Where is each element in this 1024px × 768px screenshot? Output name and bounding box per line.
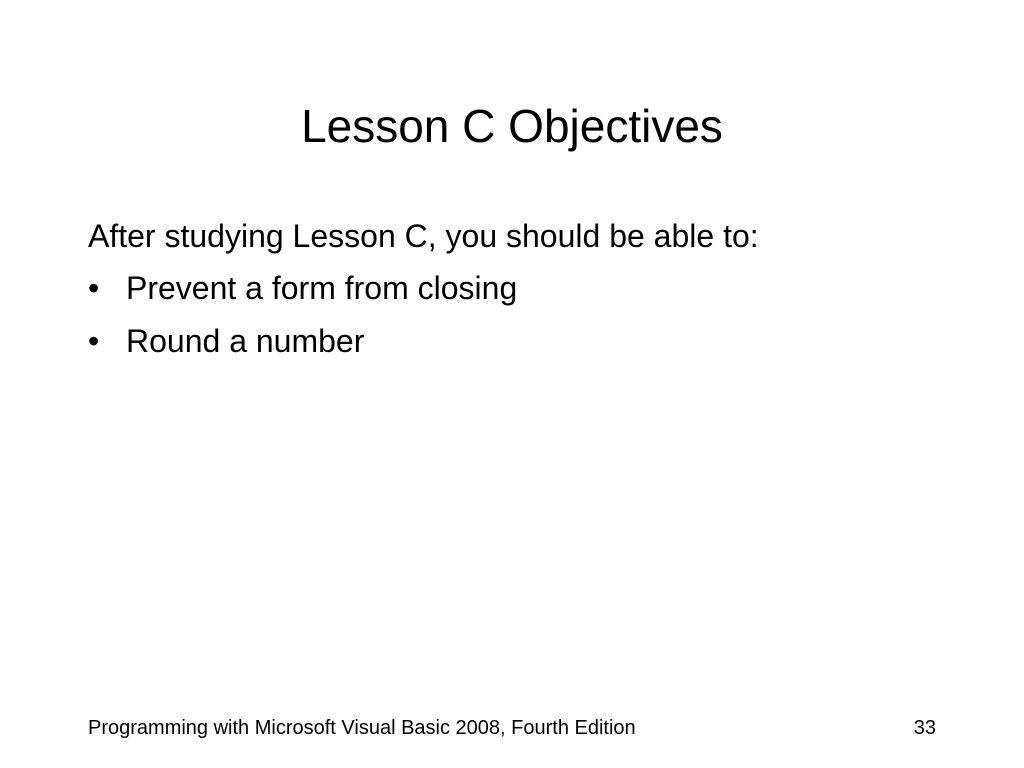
- slide-body: [88, 212, 948, 370]
- list-item: [88, 264, 948, 312]
- bullet-list: [88, 264, 948, 365]
- page-number: 33: [913, 717, 936, 739]
- bullet-icon: •: [88, 323, 100, 359]
- list-item: [88, 317, 948, 365]
- intro-text: After studying Lesson C, you should be able to:: [88, 218, 759, 254]
- bullet-icon: •: [88, 270, 100, 306]
- bullet-text: Round a number: [126, 323, 365, 359]
- footer-book-title: Programming with Microsoft Visual Basic 2008, Fourth Edition: [88, 717, 636, 739]
- bullet-text: Prevent a form from closing: [126, 270, 518, 306]
- slide-title: Lesson C Objectives: [301, 100, 723, 152]
